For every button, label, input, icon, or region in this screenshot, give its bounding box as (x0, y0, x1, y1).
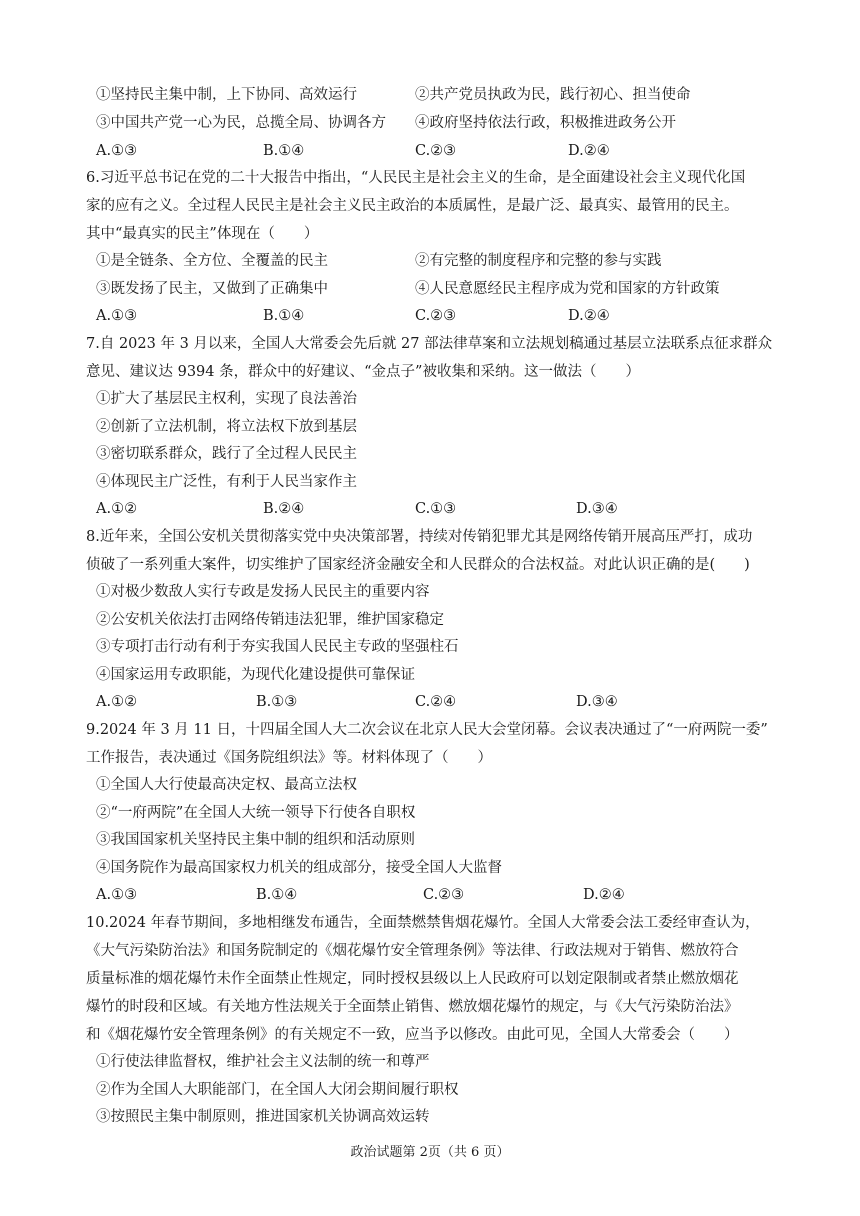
q8-option-d: D.③④ (576, 694, 618, 710)
q10-statement-3: ③按照民主集中制原则，推进国家机关协调高效运转 (96, 1109, 430, 1125)
q5-statements-row2 (96, 113, 796, 133)
q5-option-d: D.②④ (568, 143, 610, 159)
q8-statement-3: ③专项打击行动有利于夯实我国人民民主专政的坚强柱石 (96, 639, 459, 655)
q9-option-b: B.①④ (256, 887, 298, 903)
q5-statements-row1 (96, 85, 796, 105)
q6-option-a: A.①③ (96, 308, 138, 324)
q6-statements-row2 (96, 279, 796, 299)
q6-options (96, 306, 796, 326)
q8-option-c: C.②④ (415, 694, 457, 710)
q8-option-a: A.①② (96, 694, 138, 710)
q6-stem-line1: 6.习近平总书记在党的二十大报告中指出，“人民民主是社会主义的生命，是全面建设社会主义现代化国 (86, 170, 746, 186)
q7-option-d: D.③④ (576, 501, 618, 517)
q6-option-b: B.①④ (263, 308, 305, 324)
q9-statement-3: ③我国国家机关坚持民主集中制的组织和活动原则 (96, 832, 415, 848)
q9-option-a: A.①③ (96, 887, 138, 903)
q5-statement-2: ②共产党员执政为民，践行初心、担当使命 (415, 87, 691, 103)
q5-statement-4: ④政府坚持依法行政，积极推进政务公开 (415, 115, 676, 131)
q5-option-a: A.①③ (96, 143, 138, 159)
q6-statement-3: ③既发扬了民主，又做到了正确集中 (96, 281, 328, 297)
q6-statement-2: ②有完整的制度程序和完整的参与实践 (415, 253, 662, 269)
q5-statement-3: ③中国共产党一心为民，总揽全局、协调各方 (96, 115, 386, 131)
q10-stem-line1: 10.2024 年春节期间，多地相继发布通告，全面禁燃禁售烟花爆竹。全国人大常委会法工委经审查认为， (86, 915, 760, 931)
q7-statement-3: ③密切联系群众，践行了全过程人民民主 (96, 446, 357, 462)
q7-stem-line1: 7.自 2023 年 3 月以来，全国人大常委会先后就 27 部法律草案和立法规划稿通过基层立法联系点征求群众 (86, 336, 773, 352)
q8-options (96, 692, 796, 712)
q9-stem-line2: 工作报告，表决通过《国务院组织法》等。材料体现了（ ） (86, 750, 492, 766)
q5-option-c: C.②③ (415, 143, 457, 159)
q8-stem-line1: 8.近年来，全国公安机关贯彻落实党中央决策部署，持续对传销犯罪尤其是网络传销开展高压严打，成功 (86, 529, 753, 545)
q6-statements-row1 (96, 251, 796, 271)
q8-statement-1: ①对极少数敌人实行专政是发扬人民民主的重要内容 (96, 584, 430, 600)
q9-statement-4: ④国务院作为最高国家权力机关的组成部分，接受全国人大监督 (96, 860, 502, 876)
q10-stem-line2: 《大气污染防治法》和国务院制定的《烟花爆竹安全管理条例》等法律、行政法规对于销售、燃放符合 (86, 943, 739, 959)
q7-statement-4: ④体现民主广泛性，有利于人民当家作主 (96, 474, 357, 490)
q5-option-b: B.①④ (263, 143, 305, 159)
q10-statement-2: ②作为全国人大职能部门，在全国人大闭会期间履行职权 (96, 1082, 459, 1098)
q9-stem-line1: 9.2024 年 3 月 11 日，十四届全国人大二次会议在北京人民大会堂闭幕。会议表决通过了“一府两院一委” (86, 722, 768, 738)
q7-option-b: B.②④ (263, 501, 305, 517)
q6-statement-1: ①是全链条、全方位、全覆盖的民主 (96, 253, 328, 269)
q7-stem-line2: 意见、建议达 9394 条，群众中的好建议、“金点子”被收集和采纳。这一做法（ ） (86, 364, 640, 380)
q5-options (96, 141, 796, 161)
q6-statement-4: ④人民意愿经民主程序成为党和国家的方针政策 (415, 281, 720, 297)
q8-statement-2: ②公安机关依法打击网络传销违法犯罪，维护国家稳定 (96, 612, 444, 628)
q8-stem-line2: 侦破了一系列重大案件，切实维护了国家经济金融安全和人民群众的合法权益。对此认识正确的是( ) (86, 557, 750, 573)
q7-options (96, 499, 796, 519)
q6-option-c: C.②③ (415, 308, 457, 324)
q8-statement-4: ④国家运用专政职能，为现代化建设提供可靠保证 (96, 667, 415, 683)
q7-option-a: A.①② (96, 501, 138, 517)
q7-statement-2: ②创新了立法机制，将立法权下放到基层 (96, 419, 357, 435)
q10-stem-line5: 和《烟花爆竹安全管理条例》的有关规定不一致，应当予以修改。由此可见，全国人大常委会（ ） (86, 1027, 739, 1043)
q10-statement-1: ①行使法律监督权，维护社会主义法制的统一和尊严 (96, 1054, 430, 1070)
q5-statement-1: ①坚持民主集中制，上下协同、高效运行 (96, 87, 357, 103)
q10-stem-line3: 质量标准的烟花爆竹未作全面禁止性规定，同时授权县级以上人民政府可以划定限制或者禁止燃放烟花 (86, 971, 739, 987)
q8-option-b: B.①③ (256, 694, 298, 710)
q9-statement-1: ①全国人大行使最高决定权、最高立法权 (96, 777, 357, 793)
q9-option-d: D.②④ (583, 887, 625, 903)
q6-stem-line3: 其中“最真实的民主”体现在（ ） (86, 226, 319, 242)
q10-stem-line4: 爆竹的时段和区域。有关地方性法规关于全面禁止销售、燃放烟花爆竹的规定，与《大气污染防治法》 (86, 999, 739, 1015)
q7-option-c: C.①③ (415, 501, 457, 517)
q9-options (96, 885, 796, 905)
q6-option-d: D.②④ (568, 308, 610, 324)
q9-option-c: C.②③ (423, 887, 465, 903)
page-footer: 政治试题第 2页（共 6 页） (350, 1145, 510, 1160)
q6-stem-line2: 家的应有之义。全过程人民民主是社会主义民主政治的本质属性，是最广泛、最真实、最管用的民主。 (86, 198, 739, 214)
q9-statement-2: ②“一府两院”在全国人大统一领导下行使各自职权 (96, 805, 416, 821)
q7-statement-1: ①扩大了基层民主权利，实现了良法善治 (96, 391, 357, 407)
